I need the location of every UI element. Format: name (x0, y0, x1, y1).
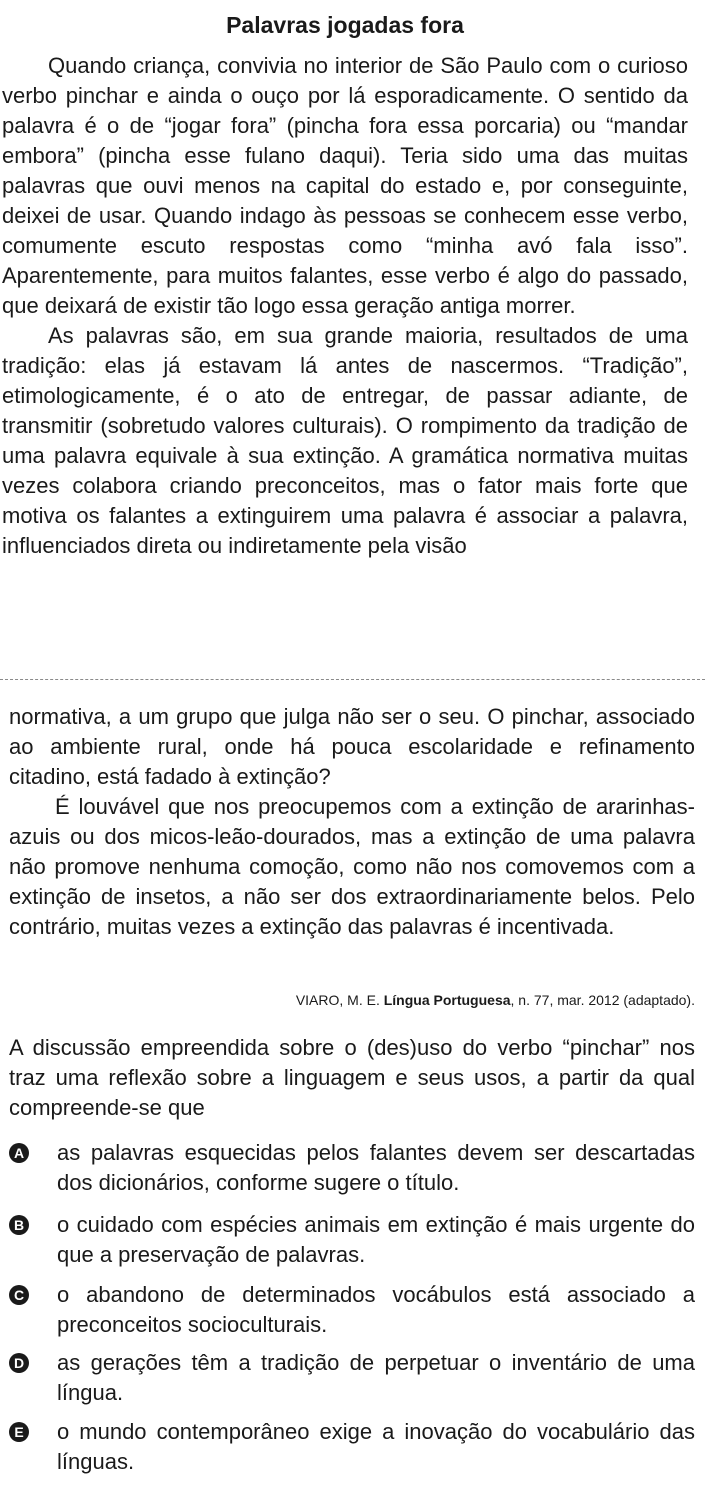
passage-part-2 (9, 702, 695, 942)
alternative-a[interactable] (9, 1138, 695, 1198)
alternative-a-text: as palavras esquecidas pelos falantes devem ser descartadas dos dicionários, conforme sugere o título. (57, 1140, 695, 1195)
alternative-a-letter-badge: A (9, 1143, 29, 1163)
alternative-c[interactable] (9, 1280, 695, 1340)
source-citation (9, 990, 695, 1010)
alternative-d[interactable] (9, 1348, 695, 1408)
text-title: Palavras jogadas fora (226, 12, 464, 38)
paragraph-2: As palavras são, em sua grande maioria, resultados de uma tradição: elas já estavam lá antes de nascermos. “Tradição”, etimologicamente, é o ato de entregar, de passar adiante, de transmitir (sobretudo valores culturais). O rompimento da tradição de uma palavra equivale à sua extinção. A gramática normativa muitas vezes colabora criando preconceitos, mas o fator mais forte que motiva os falantes a extinguirem uma palavra é associar a palavra, influenciados direta ou indiretamente pela visão (2, 323, 688, 558)
alternative-b-letter-badge: B (9, 1215, 29, 1235)
alternative-d-text: as gerações têm a tradição de perpetuar o inventário de uma língua. (57, 1350, 695, 1405)
alternative-e-letter-badge: E (9, 1422, 29, 1442)
paragraph-1: Quando criança, convivia no interior de São Paulo com o curioso verbo pinchar e ainda o ouço por lá esporadicamente. O sentido da palavra é o de “jogar fora” (pincha fora essa porcaria) ou “mandar embora” (pincha esse fulano daqui). Teria sido uma das muitas palavras que ouvi menos na capital do estado e, por conseguinte, deixei de usar. Quando indago às pessoas se conhecem esse verbo, comumente escuto respostas como “minha avó fala isso”. Aparentemente, para muitos falantes, esse verbo é algo do passado, que deixará de existir tão logo essa geração antiga morrer. (2, 53, 688, 318)
source-work: Língua Portuguesa (383, 992, 511, 1008)
paragraph-2-continuation: normativa, a um grupo que julga não ser o seu. O pinchar, associado ao ambiente rural, onde há pouca escolaridade e refinamento citadino, está fadado à extinção? (9, 704, 695, 789)
alternative-e[interactable] (9, 1417, 695, 1477)
alternative-b[interactable] (9, 1210, 695, 1270)
alternative-b-text: o cuidado com espécies animais em extinção é mais urgente do que a preservação de palavras. (57, 1212, 695, 1267)
alternative-c-text: o abandono de determinados vocábulos está associado a preconceitos socioculturais. (57, 1282, 695, 1337)
column-break-divider (0, 679, 705, 680)
passage-part-1 (2, 51, 688, 561)
alternative-c-letter-badge: C (9, 1285, 29, 1305)
alternative-e-text: o mundo contemporâneo exige a inovação do vocabulário das línguas. (57, 1419, 695, 1474)
source-details: , n. 77, mar. 2012 (adaptado). (510, 992, 695, 1008)
source-author: VIARO, M. E. (295, 992, 384, 1008)
paragraph-3: É louvável que nos preocupemos com a extinção de ararinhas-azuis ou dos micos-leão-dourados, mas a extinção de uma palavra não promove nenhuma comoção, como não nos comovemos com a extinção de insetos, a não ser dos extraordinariamente belos. Pelo contrário, muitas vezes a extinção das palavras é incentivada. (9, 794, 695, 939)
question-stem: A discussão empreendida sobre o (des)uso do verbo “pinchar” nos traz uma reflexão sobre a linguagem e seus usos, a partir da qual compreende-se que (9, 1035, 695, 1120)
alternative-d-letter-badge: D (9, 1353, 29, 1373)
